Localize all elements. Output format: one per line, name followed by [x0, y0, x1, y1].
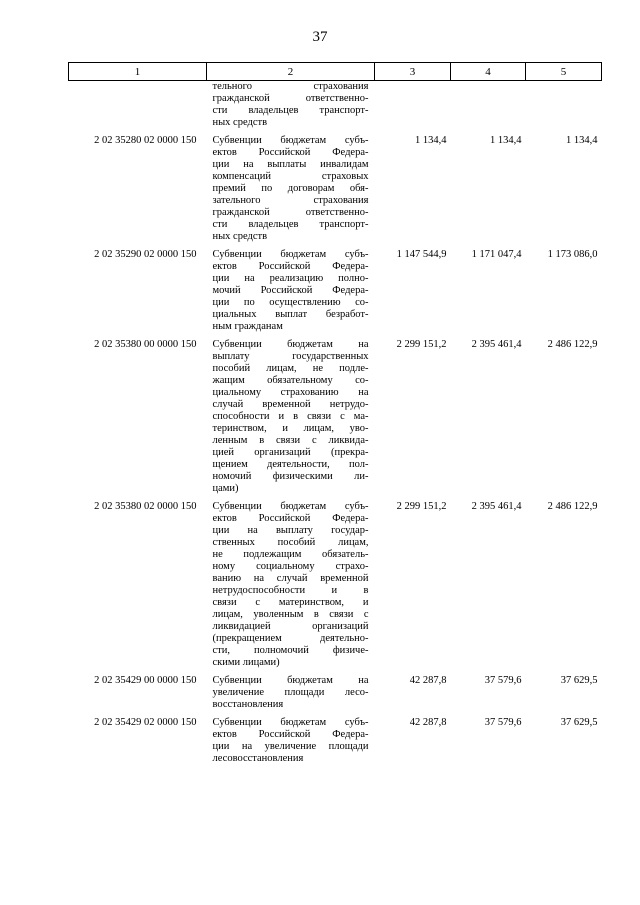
description-line: цией организаций (прекра- — [212, 447, 369, 458]
description-line: Субвенции бюджетам субъ- — [212, 135, 369, 146]
description-line: циальных выплат безработ- — [212, 309, 369, 320]
description-cell — [207, 669, 375, 711]
table-row — [69, 129, 602, 243]
amount-cell-year-3 — [526, 81, 602, 130]
description-line: ции по осуществлению со- — [212, 297, 369, 308]
table-header-row — [69, 63, 602, 81]
description-line: циальному страхованию на — [212, 387, 369, 398]
description-line: лесовосстановления — [212, 753, 304, 764]
description-line: выплату государственных — [212, 351, 369, 362]
budget-code-cell: 2 02 35290 02 0000 150 — [94, 249, 197, 260]
amount-cell-year-3: 1 134,4 — [566, 135, 598, 146]
table-row — [69, 243, 602, 333]
description-line: номочий физическими ли- — [212, 471, 369, 482]
description-line: Субвенции бюджетам на — [212, 339, 369, 350]
description-line: премий по договорам обя- — [212, 183, 369, 194]
table-row — [69, 333, 602, 495]
budget-code-cell — [69, 81, 207, 130]
description-line: случай временной нетрудо- — [212, 399, 369, 410]
description-line: цами) — [212, 483, 239, 494]
amount-cell-year-3: 1 173 086,0 — [547, 249, 598, 260]
description-line: гражданской ответственно- — [212, 207, 369, 218]
description-line: связи с материнством, и — [212, 597, 369, 608]
amount-cell-year-1: 2 299 151,2 — [396, 339, 447, 350]
description-line: ции на выплаты инвалидам — [212, 159, 369, 170]
description-line: ции на увеличение площади — [212, 741, 369, 752]
amount-cell-year-2: 37 579,6 — [484, 675, 522, 686]
description-line: щением деятельности, пол- — [212, 459, 369, 470]
description-line: пособий лицам, не подле- — [212, 363, 369, 374]
description-line: ектов Российской Федера- — [212, 513, 369, 524]
description-line: сти владельцев транспорт- — [212, 219, 369, 230]
amount-cell-year-2: 1 171 047,4 — [471, 249, 522, 260]
amount-cell-year-3: 2 486 122,9 — [547, 501, 598, 512]
description-line: ектов Российской Федера- — [212, 729, 369, 740]
description-line: ленным в связи с ликвида- — [212, 435, 369, 446]
description-line: ектов Российской Федера- — [212, 261, 369, 272]
description-line: теринством, и лицам, уво- — [212, 423, 369, 434]
description-line: гражданской ответственно- — [212, 93, 369, 104]
column-header-5: 5 — [526, 63, 602, 81]
description-line: Субвенции бюджетам субъ- — [212, 501, 369, 512]
amount-cell-year-3: 37 629,5 — [560, 717, 598, 728]
amount-cell-year-1: 42 287,8 — [409, 675, 447, 686]
description-line: (прекращением деятельно- — [212, 633, 369, 644]
description-line: не подлежащим обязатель- — [212, 549, 369, 560]
budget-table — [68, 62, 602, 765]
column-header-1: 1 — [69, 63, 207, 81]
description-line: ных средств — [212, 231, 268, 242]
description-line: восстановления — [212, 699, 284, 710]
budget-code-cell: 2 02 35280 02 0000 150 — [94, 135, 197, 146]
description-cell — [207, 81, 375, 130]
column-header-4: 4 — [451, 63, 526, 81]
amount-cell-year-3: 2 486 122,9 — [547, 339, 598, 350]
amount-cell-year-1: 2 299 151,2 — [396, 501, 447, 512]
column-header-2: 2 — [207, 63, 375, 81]
description-cell — [207, 711, 375, 765]
budget-code-cell: 2 02 35429 02 0000 150 — [94, 717, 197, 728]
description-line: ции на выплату государ- — [212, 525, 369, 536]
description-line: ликвидацией организаций — [212, 621, 369, 632]
description-line: мочий Российской Федера- — [212, 285, 369, 296]
description-line: компенсаций страховых — [212, 171, 369, 182]
table-row — [69, 81, 602, 130]
description-line: ному социальному страхо- — [212, 561, 369, 572]
description-cell — [207, 495, 375, 669]
description-line: способности и в связи с ма- — [212, 411, 369, 422]
amount-cell-year-2: 37 579,6 — [484, 717, 522, 728]
amount-cell-year-1: 1 147 544,9 — [396, 249, 447, 260]
amount-cell-year-2 — [451, 81, 526, 130]
description-line: скими лицами) — [212, 657, 280, 668]
amount-cell-year-3: 37 629,5 — [560, 675, 598, 686]
description-line: ных средств — [212, 117, 268, 128]
amount-cell-year-1: 1 134,4 — [415, 135, 447, 146]
table-row — [69, 669, 602, 711]
description-line: сти владельцев транспорт- — [212, 105, 369, 116]
amount-cell-year-2: 1 134,4 — [490, 135, 522, 146]
budget-code-cell: 2 02 35380 00 0000 150 — [94, 339, 197, 350]
description-line: ектов Российской Федера- — [212, 147, 369, 158]
description-line: Субвенции бюджетам на — [212, 675, 369, 686]
description-line: увеличение площади лесо- — [212, 687, 369, 698]
budget-code-cell: 2 02 35380 02 0000 150 — [94, 501, 197, 512]
amount-cell-year-1 — [375, 81, 451, 130]
description-line: ственных пособий лицам, — [212, 537, 369, 548]
amount-cell-year-1: 42 287,8 — [409, 717, 447, 728]
description-line: ванию на случай временной — [212, 573, 369, 584]
description-line: Субвенции бюджетам субъ- — [212, 717, 369, 728]
description-cell — [207, 333, 375, 495]
description-line: лицам, уволенным в связи с — [212, 609, 369, 620]
table-body — [69, 81, 602, 766]
description-line: нетрудоспособности и в — [212, 585, 369, 596]
column-header-3: 3 — [375, 63, 451, 81]
amount-cell-year-2: 2 395 461,4 — [471, 339, 522, 350]
description-line: Субвенции бюджетам субъ- — [212, 249, 369, 260]
description-line: сти, полномочий физиче- — [212, 645, 369, 656]
page-number: 37 — [312, 29, 328, 45]
budget-code-cell: 2 02 35429 00 0000 150 — [94, 675, 197, 686]
description-cell — [207, 243, 375, 333]
description-line: ции на реализацию полно- — [212, 273, 369, 284]
table-row — [69, 711, 602, 765]
table-row — [69, 495, 602, 669]
amount-cell-year-2: 2 395 461,4 — [471, 501, 522, 512]
description-line: тельного страхования — [212, 81, 369, 92]
description-line: зательного страхования — [212, 195, 369, 206]
description-line: жащим обязательному со- — [212, 375, 369, 386]
description-line: ным гражданам — [212, 321, 283, 332]
description-cell — [207, 129, 375, 243]
